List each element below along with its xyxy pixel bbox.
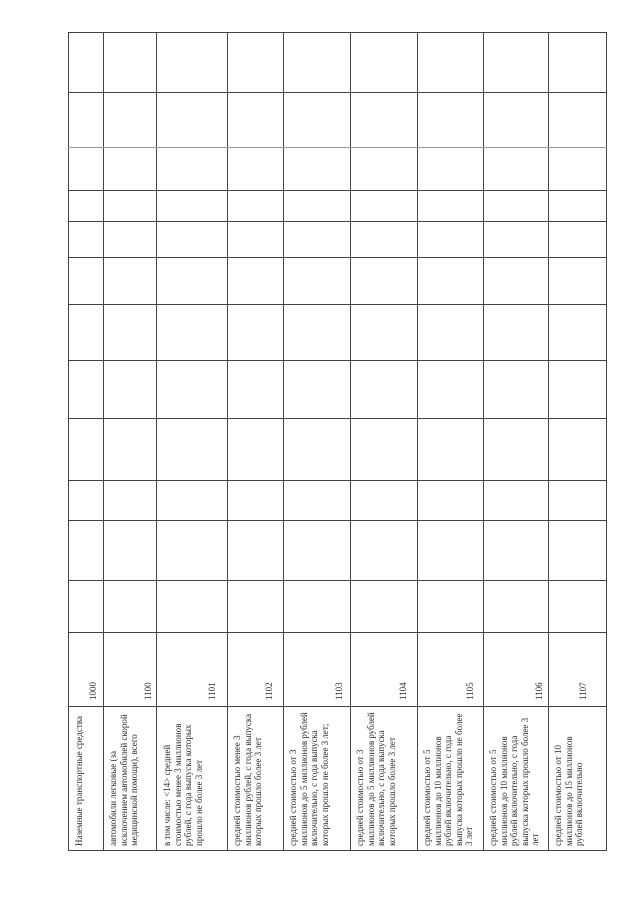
row-border bbox=[417, 32, 418, 850]
row-code: 1101 bbox=[207, 682, 217, 700]
row-code: 1102 bbox=[264, 682, 274, 700]
row-border bbox=[103, 32, 104, 850]
row-label: средней стоимостью от 5 миллионов до 10 миллионов рублей включительно, с года выпуска которых прошло более 3 лет bbox=[488, 717, 540, 846]
row-label: средней стоимостью менее 3 миллионов рублей, с года выпуска которых прошло более 3 лет bbox=[232, 713, 263, 846]
column-border bbox=[68, 304, 607, 305]
column-border bbox=[68, 706, 607, 707]
column-border bbox=[68, 418, 607, 419]
column-border bbox=[68, 190, 607, 191]
column-border bbox=[68, 580, 607, 581]
row-border bbox=[483, 32, 484, 850]
row-label: средней стоимостью от 10 миллионов до 15 миллионов рублей включительно bbox=[553, 736, 584, 846]
column-border bbox=[68, 520, 607, 521]
row-label: автомобили легковые (за исключением автомобилей скорой медицинской помощи), всего bbox=[108, 714, 139, 846]
row-code: 1104 bbox=[398, 682, 408, 700]
row-code: 1000 bbox=[88, 682, 98, 700]
row-border bbox=[548, 32, 549, 850]
column-border bbox=[68, 92, 607, 93]
row-code: 1106 bbox=[534, 682, 544, 700]
row-border bbox=[350, 32, 351, 850]
row-label: в том числе: <14> средней стоимостью менее 3 миллионов рублей, с года выпуска которых прошло не более 3 лет bbox=[162, 723, 204, 846]
column-border bbox=[68, 221, 607, 222]
row-label: средней стоимостью от 3 миллионов до 5 миллионов рублей включительно, с года выпуска которых прошло более 3 лет bbox=[355, 712, 397, 846]
row-code: 1105 bbox=[465, 682, 475, 700]
column-border bbox=[68, 480, 607, 481]
row-label: средней стоимостью от 3 миллионов до 5 миллионов рублей включительно, с года выпуска которых прошло не более 3 лет; bbox=[288, 712, 330, 846]
row-border bbox=[68, 32, 69, 850]
row-border bbox=[283, 32, 284, 850]
row-border bbox=[227, 32, 228, 850]
column-border bbox=[68, 850, 607, 851]
column-border bbox=[68, 147, 607, 148]
column-border bbox=[68, 32, 607, 33]
row-code: 1107 bbox=[578, 682, 588, 700]
row-code: 1103 bbox=[334, 682, 344, 700]
column-border bbox=[68, 257, 607, 258]
row-label: Наземные транспортные средства bbox=[74, 716, 84, 846]
row-code: 1100 bbox=[143, 682, 153, 700]
row-border bbox=[156, 32, 157, 850]
column-border bbox=[68, 632, 607, 633]
row-border bbox=[606, 32, 607, 850]
column-border bbox=[68, 360, 607, 361]
row-label: средней стоимостью от 5 миллионов до 10 миллионов рублей включительно, с года выпуска которых прошло не более 3 лет bbox=[422, 713, 474, 846]
